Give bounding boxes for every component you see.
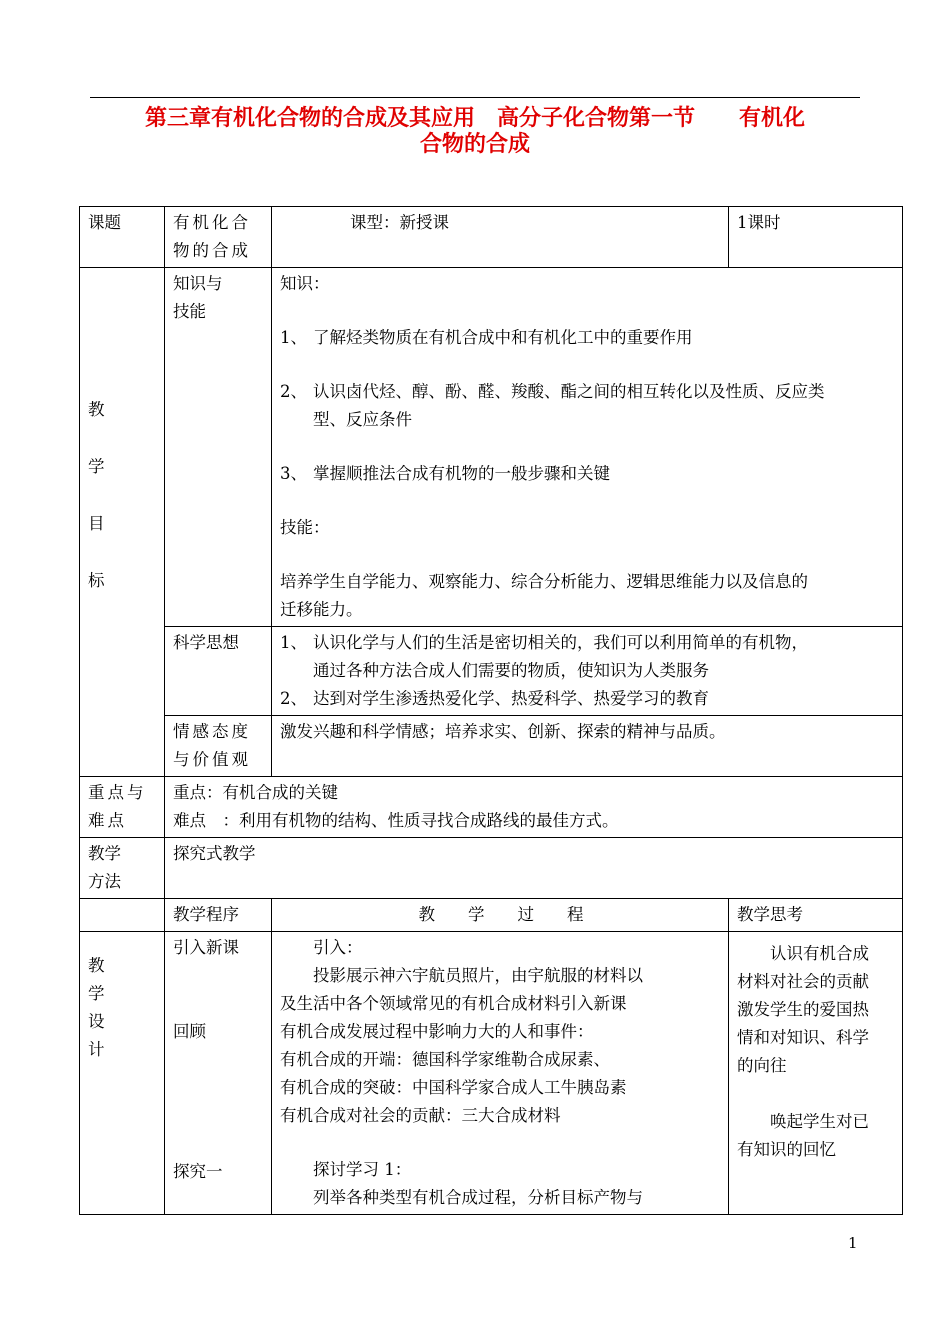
process-header: 教 学 过 程 xyxy=(272,899,729,932)
knowledge-item xyxy=(280,460,896,488)
reflection-header: 教学思考 xyxy=(729,899,903,932)
method-content: 探究式教学 xyxy=(165,838,903,899)
goals-label-char: 学 xyxy=(88,457,105,476)
design-process xyxy=(272,932,729,1215)
science-item xyxy=(280,629,896,657)
row-design-header xyxy=(80,899,903,932)
science-label: 科学思想 xyxy=(165,627,272,716)
topic-value-line: 物的合成 xyxy=(173,241,251,260)
knowledge-label-line: 知识与 xyxy=(173,274,223,293)
design-reflection xyxy=(729,932,903,1215)
knowledge-label-line: 技能 xyxy=(173,302,206,321)
skill-text: 培养学生自学能力、观察能力、综合分析能力、逻辑思维能力以及信息的 xyxy=(280,572,808,591)
goals-label-char: 目 xyxy=(88,514,105,533)
document-title xyxy=(90,106,860,158)
step-label: 回顾 xyxy=(173,1022,206,1041)
process-line: 探讨学习 1： xyxy=(313,1160,412,1179)
process-line: 投影展示神六宇航员照片，由宇航服的材料以 xyxy=(313,966,643,985)
science-content xyxy=(272,627,903,716)
row-design xyxy=(80,932,903,1215)
empty-cell xyxy=(80,899,165,932)
keypoints-content xyxy=(165,777,903,838)
process-line: 有机合成的突破：中国科学家合成人工牛胰岛素 xyxy=(280,1078,627,1097)
item-number: 1、 xyxy=(280,633,307,652)
reflection-line: 情和对知识、科学 xyxy=(737,1028,869,1047)
row-knowledge xyxy=(80,268,903,627)
row-topic xyxy=(80,207,903,268)
knowledge-content xyxy=(272,268,903,627)
key-point: 重点：有机合成的关键 xyxy=(173,783,338,802)
title-line-1: 第三章有机化合物的合成及其应用 高分子化合物第一节 有机化 xyxy=(144,106,805,131)
skill-text: 迁移能力。 xyxy=(280,600,363,619)
goals-label-char: 教 xyxy=(88,400,105,419)
emotion-label-line: 与价值观 xyxy=(173,750,251,769)
reflection-line: 唤起学生对已 xyxy=(770,1112,869,1131)
item-number: 2、 xyxy=(280,382,307,401)
item-number: 3、 xyxy=(280,464,307,483)
row-emotion xyxy=(80,716,903,777)
design-label-char: 计 xyxy=(88,1040,105,1059)
lesson-type: 课型：新授课 xyxy=(272,207,729,268)
step-label: 探究一 xyxy=(173,1162,223,1181)
emotion-label xyxy=(165,716,272,777)
process-line: 及生活中各个领域常见的有机合成材料引入新课 xyxy=(280,994,627,1013)
process-line: 列举各种类型有机合成过程，分析目标产物与 xyxy=(313,1188,643,1207)
reflection-line: 激发学生的爱国热 xyxy=(737,1000,869,1019)
process-line: 有机合成对社会的贡献：三大合成材料 xyxy=(280,1106,561,1125)
title-line-2: 合物的合成 xyxy=(419,132,530,157)
method-label-line: 方法 xyxy=(88,872,121,891)
skill-heading: 技能： xyxy=(280,518,330,537)
item-text: 认识卤代烃、醇、酚、醛、羧酸、酯之间的相互转化以及性质、反应类 xyxy=(313,382,825,401)
reflection-line: 有知识的回忆 xyxy=(737,1140,836,1159)
lesson-plan-table xyxy=(79,206,903,1215)
procedure-header: 教学程序 xyxy=(165,899,272,932)
method-label xyxy=(80,838,165,899)
item-text: 达到对学生渗透热爱化学、热爱科学、热爱学习的教育 xyxy=(313,689,709,708)
step-label: 引入新课 xyxy=(173,938,239,957)
lesson-hours: 1课时 xyxy=(729,207,903,268)
knowledge-heading: 知识： xyxy=(280,274,330,293)
reflection-line: 材料对社会的贡献 xyxy=(737,972,869,991)
keypoints-label-line: 难点 xyxy=(88,811,127,830)
item-number: 2、 xyxy=(280,689,307,708)
emotion-label-line: 情感态度 xyxy=(173,722,251,741)
design-label-char: 学 xyxy=(88,984,105,1003)
knowledge-label xyxy=(165,268,272,627)
topic-value-line: 有机化合 xyxy=(173,213,251,232)
page-number: 1 xyxy=(848,1234,858,1252)
reflection-line: 认识有机合成 xyxy=(770,944,869,963)
goals-label-char: 标 xyxy=(88,571,105,590)
topic-value xyxy=(165,207,272,268)
item-text-continued: 通过各种方法合成人们需要的物质，使知识为人类服务 xyxy=(313,661,709,680)
process-line: 有机合成的开端：德国科学家维勒合成尿素、 xyxy=(280,1050,610,1069)
item-text-continued: 型、反应条件 xyxy=(313,410,412,429)
design-label-char: 设 xyxy=(88,1012,105,1031)
emotion-content: 激发兴趣和科学情感；培养求实、创新、探索的精神与品质。 xyxy=(272,716,903,777)
topic-label: 课题 xyxy=(80,207,165,268)
design-label xyxy=(80,932,165,1215)
item-text: 了解烃类物质在有机合成中和有机化工中的重要作用 xyxy=(313,328,693,347)
knowledge-item xyxy=(280,378,896,406)
header-rule xyxy=(90,97,860,98)
item-text: 认识化学与人们的生活是密切相关的，我们可以利用简单的有机物， xyxy=(313,633,808,652)
goals-label xyxy=(80,268,165,777)
keypoints-label xyxy=(80,777,165,838)
design-steps xyxy=(165,932,272,1215)
row-keypoints xyxy=(80,777,903,838)
method-label-line: 教学 xyxy=(88,844,121,863)
difficulty-point: 难点 ：利用有机物的结构、性质寻找合成路线的最佳方式。 xyxy=(173,811,619,830)
science-item xyxy=(280,685,896,713)
item-text: 掌握顺推法合成有机物的一般步骤和关键 xyxy=(313,464,610,483)
process-line: 有机合成发展过程中影响力大的人和事件： xyxy=(280,1022,594,1041)
item-number: 1、 xyxy=(280,328,307,347)
row-science xyxy=(80,627,903,716)
process-line: 引入： xyxy=(313,938,363,957)
design-label-char: 教 xyxy=(88,956,105,975)
knowledge-item xyxy=(280,324,896,352)
reflection-line: 的向往 xyxy=(737,1056,787,1075)
keypoints-label-line: 重点与 xyxy=(88,783,147,802)
row-method xyxy=(80,838,903,899)
